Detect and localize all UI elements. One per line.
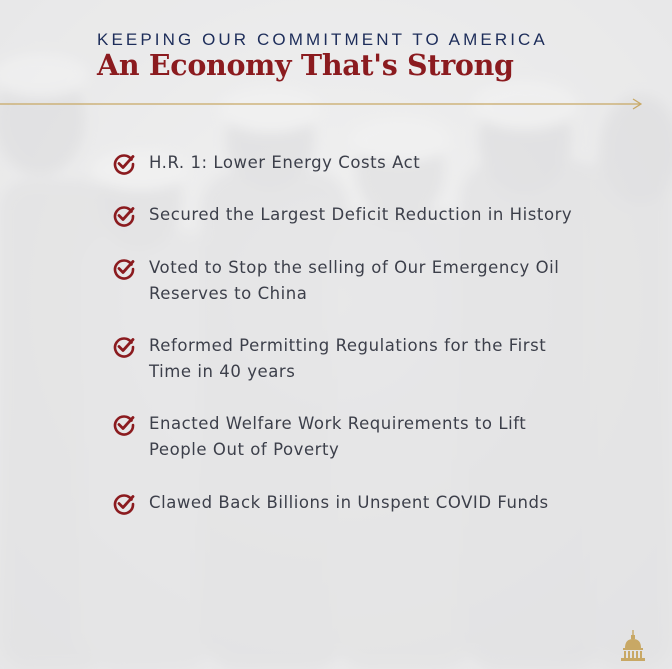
list-item [112,152,582,176]
list-item [112,257,582,307]
check-circle-icon [112,152,136,176]
check-circle-icon [112,413,136,437]
kicker-heading: KEEPING OUR COMMITMENT TO AMERICA [97,30,548,49]
list-item-text: Voted to Stop the selling of Our Emergency Oil Reserves to China [149,258,560,303]
list-item [112,204,582,228]
list-item-text: Clawed Back Billions in Unspent COVID Funds [149,493,549,512]
list-item [112,335,582,385]
check-circle-icon [112,492,136,516]
list-item [112,492,582,516]
list-item-text: Secured the Largest Deficit Reduction in History [149,205,573,224]
capitol-dome-icon [620,630,646,662]
list-item-text: Enacted Welfare Work Requirements to Lift People Out of Poverty [149,414,527,459]
list-item-text: Reformed Permitting Regulations for the First Time in 40 years [149,336,547,381]
check-circle-icon [112,335,136,359]
check-circle-icon [112,204,136,228]
list-item [112,413,582,463]
divider-arrow [0,96,672,112]
list-item-text: H.R. 1: Lower Energy Costs Act [149,153,421,172]
check-circle-icon [112,257,136,281]
page-title: An Economy That's Strong [97,48,514,82]
